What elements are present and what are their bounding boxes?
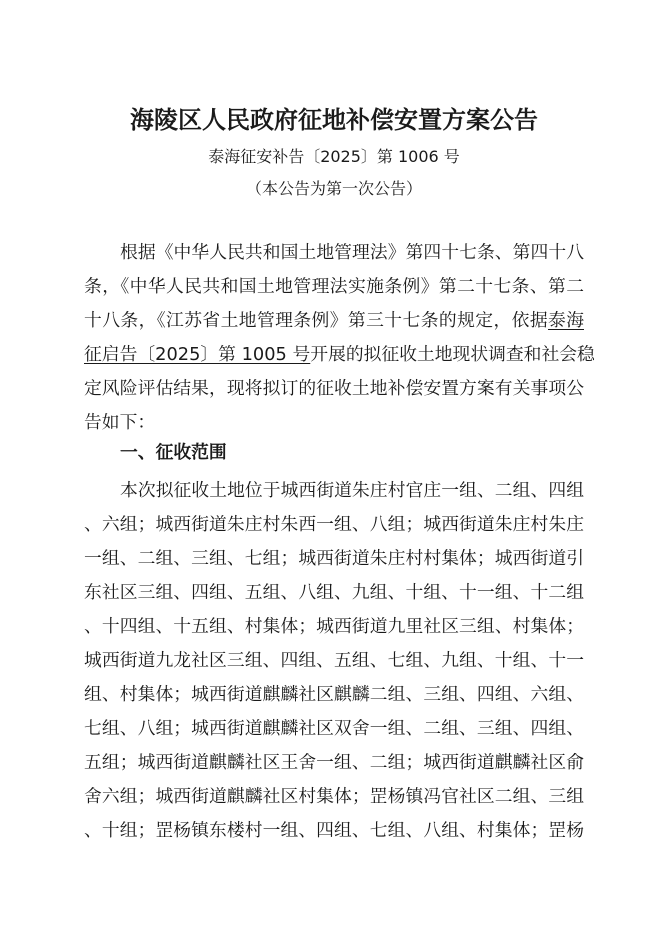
paragraph-line <box>84 338 595 372</box>
reference-link-part: 泰海 <box>548 310 584 331</box>
paragraph-text: 十八条，《江苏省土地管理条例》第三十七条的规定，依据 <box>84 310 549 331</box>
paragraph-line: 七组、八组；城西街道麒麟社区双舍一组、二组、三组、四组、 <box>84 718 584 739</box>
paragraph-text: 开展的拟征收土地现状调查和社会稳 <box>310 344 595 365</box>
paragraph-line: 本次拟征收土地位于城西街道朱庄村官庄一组、二组、四组 <box>120 480 584 501</box>
announcement-note: （本公告为第一次公告） <box>245 179 422 198</box>
paragraph-line: 告如下： <box>84 412 156 433</box>
paragraph-line: 舍六组；城西街道麒麟社区村集体；罡杨镇冯官社区二组、三组 <box>84 786 584 807</box>
paragraph-line: 、十四组、十五组、村集体；城西街道九里社区三组、村集体； <box>84 616 584 637</box>
paragraph-line: 五组；城西街道麒麟社区王舍一组、二组；城西街道麒麟社区俞 <box>84 752 584 773</box>
paragraph-line: 东社区三组、四组、五组、八组、九组、十组、十一组、十二组 <box>84 582 584 603</box>
document-number: 泰海征安补告〔2025〕第 1006 号 <box>208 147 460 166</box>
section-heading: 一、征收范围 <box>120 442 227 463</box>
reference-link: 征启告〔2025〕第 1005 号 <box>84 344 311 365</box>
paragraph-line: 根据《中华人民共和国土地管理法》第四十七条、第四十八 <box>120 242 584 263</box>
paragraph-line: 、十组；罡杨镇东楼村一组、四组、七组、八组、村集体；罡杨 <box>84 820 584 841</box>
paragraph-line: 城西街道九龙社区三组、四组、五组、七组、九组、十组、十一 <box>84 650 584 671</box>
paragraph-line: 组、村集体；城西街道麒麟社区麒麟二组、三组、四组、六组、 <box>84 684 584 705</box>
page-title: 海陵区人民政府征地补偿安置方案公告 <box>130 105 538 134</box>
paragraph-line: 定风险评估结果，现将拟订的征收土地补偿安置方案有关事项公 <box>84 378 584 399</box>
paragraph-line <box>84 304 584 338</box>
paragraph-line: 条，《中华人民共和国土地管理法实施条例》第二十七条、第二 <box>84 276 584 297</box>
paragraph-line: 、六组；城西街道朱庄村朱西一组、八组；城西街道朱庄村朱庄 <box>84 514 584 535</box>
intro-paragraph <box>84 236 595 440</box>
paragraph-line: 一组、二组、三组、七组；城西街道朱庄村村集体；城西街道引 <box>84 548 584 569</box>
scope-paragraph <box>84 474 584 848</box>
